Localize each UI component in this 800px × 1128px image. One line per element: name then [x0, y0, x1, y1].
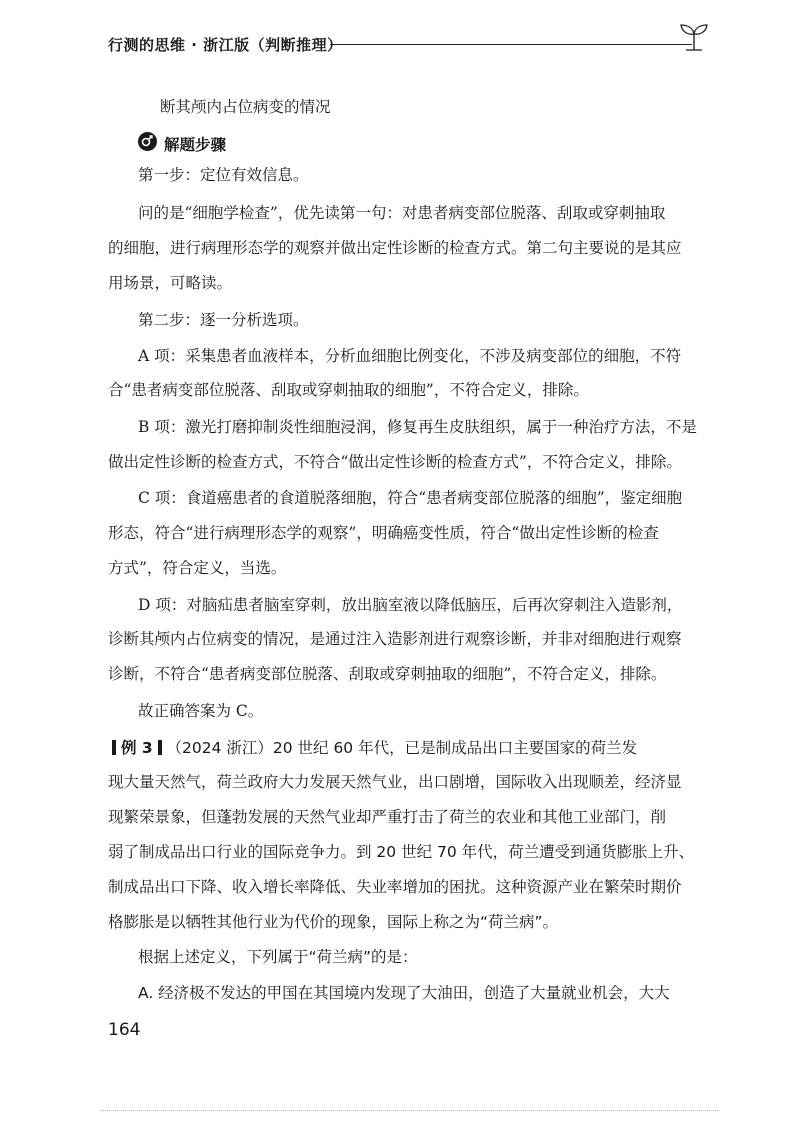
- text-line: 第一步：定位有效信息。: [138, 166, 309, 184]
- question-stem: 根据上述定义，下列属于“荷兰病”的是：: [138, 948, 418, 966]
- text-line: 第二步：逐一分析选项。: [138, 311, 309, 329]
- text-line: 问的是“细胞学检查”，优先读第一句：对患者病变部位脱落、刮取或穿刺抽取: [138, 204, 666, 222]
- steps-icon: [138, 132, 157, 151]
- example-bar-right: [158, 740, 162, 755]
- text-line: A 项：采集患者血液样本，分析血细胞比例变化，不涉及病变部位的细胞，不符: [138, 347, 682, 365]
- text-line: B 项：激光打磨抑制炎性细胞浸润，修复再生皮肤组织，属于一种治疗方法，不是: [138, 418, 697, 436]
- section-heading-label: 解题步骤: [164, 136, 227, 154]
- text-line: C 项：食道癌患者的食道脱落细胞，符合“患者病变部位脱落的细胞”，鉴定细胞: [138, 489, 683, 507]
- text-line: 断其颅内占位病变的情况: [160, 98, 331, 116]
- header-title: 行测的思维 · 浙江版（判断推理）: [108, 36, 343, 54]
- text-line: 做出定性诊断的检查方式，不符合“做出定性诊断的检查方式”，不符合定义，排除。: [108, 453, 682, 471]
- text-line: 制成品出口下降、收入增长率降低、失业率增加的困扰。这种资源产业在繁荣时期价: [108, 878, 682, 896]
- text-line: 诊断，不符合“患者病变部位脱落、刮取或穿刺抽取的细胞”，不符合定义，排除。: [108, 665, 667, 683]
- header-rule: [330, 44, 692, 45]
- text-line: 合“患者病变部位脱落、刮取或穿刺抽取的细胞”，不符合定义，排除。: [108, 381, 589, 399]
- page-number: 164: [108, 1020, 141, 1040]
- bottom-edge: [100, 1110, 720, 1111]
- example-intro: （2024 浙江）20 世纪 60 年代，已是制成品出口主要国家的荷兰发: [166, 739, 638, 757]
- text-line: 弱了制成品出口行业的国际竞争力。到 20 世纪 70 年代，荷兰遭受到通货膨胀上升、: [108, 843, 695, 861]
- text-line: 格膨胀是以牺牲其他行业为代价的现象，国际上称之为“荷兰病”。: [108, 913, 559, 931]
- sprout-icon: [676, 22, 712, 52]
- text-line: 诊断其颅内占位病变的情况，是通过注入造影剂进行观察诊断，并非对细胞进行观察: [108, 630, 682, 648]
- option-a: A. 经济极不发达的甲国在其国境内发现了大油田，创造了大量就业机会，大大: [138, 984, 670, 1002]
- text-line: 用场景，可略读。: [108, 274, 233, 292]
- text-line: 方式”，符合定义，当选。: [108, 559, 287, 577]
- text-line: 形态，符合“进行病理形态学的观察”，明确癌变性质，符合“做出定性诊断的检查: [108, 524, 659, 542]
- text-line: 现大量天然气，荷兰政府大力发展天然气业，出口剧增，国际收入出现顺差，经济显: [108, 773, 682, 791]
- example-bar-left: [112, 740, 116, 755]
- text-line: 故正确答案为 C。: [138, 702, 264, 720]
- text-line: 现繁荣景象，但蓬勃发展的天然气业却严重打击了荷兰的农业和其他工业部门，削: [108, 808, 667, 826]
- text-line: 的细胞，进行病理形态学的观察并做出定性诊断的检查方式。第二句主要说的是其应: [108, 239, 682, 257]
- text-line: D 项：对脑疝患者脑室穿刺，放出脑室液以降低脑压，后再次穿刺注入造影剂，: [138, 596, 683, 614]
- example-first-line: [112, 740, 637, 757]
- example-label: 例 3: [120, 739, 153, 757]
- page-header: [108, 28, 708, 58]
